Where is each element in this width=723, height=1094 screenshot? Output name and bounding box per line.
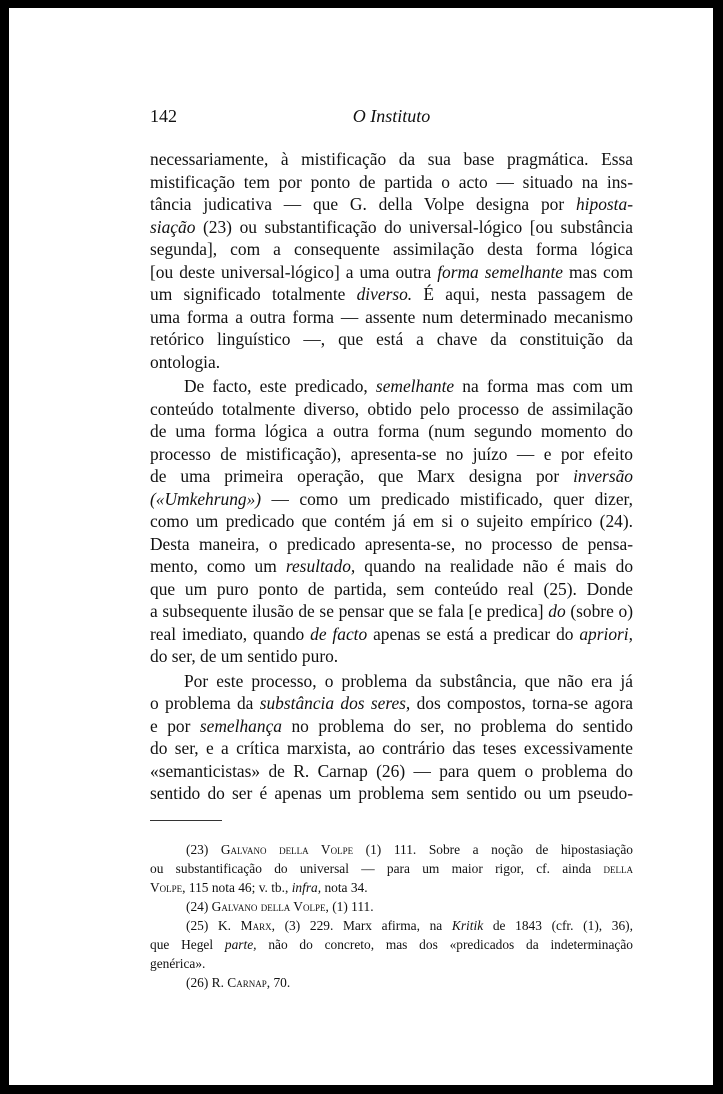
text-line	[150, 216, 633, 239]
text-line: do ser, de um sentido puro.	[150, 646, 339, 666]
footnote-26	[150, 973, 633, 992]
paragraph-2	[150, 375, 633, 668]
italic-run: substância dos seres,	[259, 693, 411, 713]
text-run: — como um predicado mistificado, quer dizer,	[261, 488, 633, 509]
footnote-23	[150, 840, 633, 859]
text-line: «semanticistas» de R. Carnap (26) — para quem o problema do	[150, 760, 633, 781]
text-line: Por este processo, o problema da substância, que não era já	[184, 670, 633, 691]
italic-run: («Umkehrung»)	[150, 488, 262, 509]
footnotes	[150, 840, 633, 992]
text-line: necessariamente, à mistificação da sua base pragmática. Essa	[150, 149, 633, 169]
footnote-number: (23)	[186, 842, 209, 857]
text-run: mento, como um	[150, 556, 286, 576]
italic-run: de facto	[310, 623, 368, 644]
italic-run: do	[548, 601, 566, 621]
text-run: (1) 111. Sobre a noção de hipostasiação	[365, 842, 633, 857]
text-run: (1) 111.	[332, 899, 374, 914]
footnote-author: R. Carnap,	[211, 975, 271, 990]
text-run: (sobre o)	[565, 601, 633, 621]
text-line: uma forma a outra forma — assente num determinado mecanismo	[150, 306, 633, 327]
text-line	[150, 488, 633, 511]
text-run: ou substantificação do universal — para um maior rigor, cf. ainda	[150, 861, 592, 876]
text-line	[150, 193, 633, 216]
text-line: que um puro ponto de partida, sem conteúdo real (25). Donde	[150, 578, 633, 599]
italic-run: diverso.	[356, 284, 413, 304]
text-run: um significado totalmente	[150, 284, 357, 304]
footnote-25	[150, 916, 633, 935]
footnote-divider	[150, 820, 222, 821]
footnote-author: Galvano della Volpe	[220, 842, 354, 857]
italic-run: apriori,	[579, 623, 633, 644]
text-run: (3) 229. Marx afirma, na	[284, 918, 443, 933]
footnote-number: (24)	[186, 899, 209, 914]
page-header	[150, 106, 633, 130]
footnote-author: K. Marx,	[217, 918, 275, 933]
text-run: De facto, este predicado,	[184, 376, 376, 396]
italic-run: resultado,	[285, 556, 356, 576]
text-run: de 1843 (cfr. (1), 36),	[492, 918, 633, 933]
text-run: tância judicativa — que G. della Volpe designa por	[150, 194, 576, 214]
italic-run: parte,	[224, 937, 257, 952]
text-run: [ou deste universal-lógico] a uma outra	[150, 261, 438, 282]
text-line: sentido do ser é apenas um problema sem sentido ou um pseudo-	[150, 783, 633, 803]
body-text	[150, 148, 633, 805]
text-line	[150, 623, 633, 646]
text-line: Desta maneira, o predicado apresenta-se, no processo de pensa-	[150, 533, 633, 554]
italic-run: inversão	[573, 466, 633, 486]
footnote-author: Galvano della Volpe,	[211, 899, 329, 914]
text-run: a subsequente ilusão de se pensar que se fala [e predica]	[150, 601, 549, 621]
text-run: 70.	[273, 975, 291, 990]
text-line: processo de mistificação), apresenta-se no juízo — e por efeito	[150, 443, 633, 464]
italic-run: semelhança	[199, 715, 282, 736]
text-line: do ser, e a crítica marxista, ao contrário das teses excessivamente	[150, 738, 633, 758]
footnote-line: genérica».	[150, 956, 206, 971]
page-number: 142	[150, 106, 177, 126]
text-line: conteúdo totalmente diverso, obtido pelo processo de assimilação	[150, 398, 633, 419]
text-line: mistificação tem por ponto de partida o acto — situado na ins-	[150, 171, 633, 192]
text-run: apenas se está a predicar do	[367, 623, 580, 644]
text-run: É aqui, nesta passagem de	[412, 284, 633, 304]
text-line: como um predicado que contém já em si o sujeito empírico (24).	[150, 511, 633, 531]
text-run: 115 nota 46; v. tb.,	[188, 880, 289, 895]
text-line: segunda], com a consequente assimilação desta forma lógica	[150, 239, 633, 259]
text-line	[150, 692, 633, 715]
italic-run: infra,	[291, 880, 322, 895]
text-line	[150, 375, 633, 398]
italic-run: Kritik	[451, 918, 484, 933]
footnote-line	[150, 935, 633, 954]
text-run: o problema da	[150, 693, 260, 713]
text-line	[150, 715, 633, 738]
text-run: della	[603, 861, 633, 876]
italic-run: siação	[150, 216, 196, 237]
text-run: (23) ou substantificação do universal-lógico [ou substância	[195, 216, 633, 237]
text-line	[150, 261, 633, 284]
text-run: que Hegel	[150, 937, 214, 952]
text-run: e por	[150, 715, 200, 736]
text-line: ontologia.	[150, 351, 221, 372]
text-run: mas com	[563, 261, 633, 282]
text-line	[150, 283, 633, 306]
text-run: no problema do ser, no problema do sentido	[282, 715, 633, 736]
italic-run: forma semelhante	[437, 261, 563, 282]
text-run: nota 34.	[324, 880, 368, 895]
text-line: retórico linguístico —, que está a chave da constituição da	[150, 329, 633, 349]
text-run: Volpe,	[150, 880, 186, 895]
footnote-number: (26)	[186, 975, 209, 990]
text-run: de uma primeira operação, que Marx designa por	[150, 466, 574, 486]
text-line	[150, 555, 633, 578]
text-run: quando na realidade não é mais do	[355, 556, 634, 576]
book-page	[9, 8, 713, 1085]
text-line: de uma forma lógica a outra forma (num segundo momento do	[150, 421, 633, 441]
text-run: na forma mas com um	[454, 376, 634, 396]
footnote-line	[150, 878, 633, 897]
text-line	[150, 600, 633, 623]
italic-run: semelhante	[375, 376, 455, 396]
footnote-line	[150, 859, 633, 878]
paragraph-1	[150, 148, 633, 373]
text-run: real imediato, quando	[150, 623, 311, 644]
text-run: não do concreto, mas dos «predicados da indeterminação	[268, 937, 633, 952]
footnote-number: (25)	[186, 918, 209, 933]
footnote-24	[150, 897, 633, 916]
running-title: O Instituto	[352, 106, 431, 126]
text-line	[150, 465, 633, 488]
italic-run: hiposta-	[575, 194, 633, 214]
text-run: dos compostos, torna-se agora	[410, 693, 634, 713]
paragraph-3	[150, 670, 633, 805]
